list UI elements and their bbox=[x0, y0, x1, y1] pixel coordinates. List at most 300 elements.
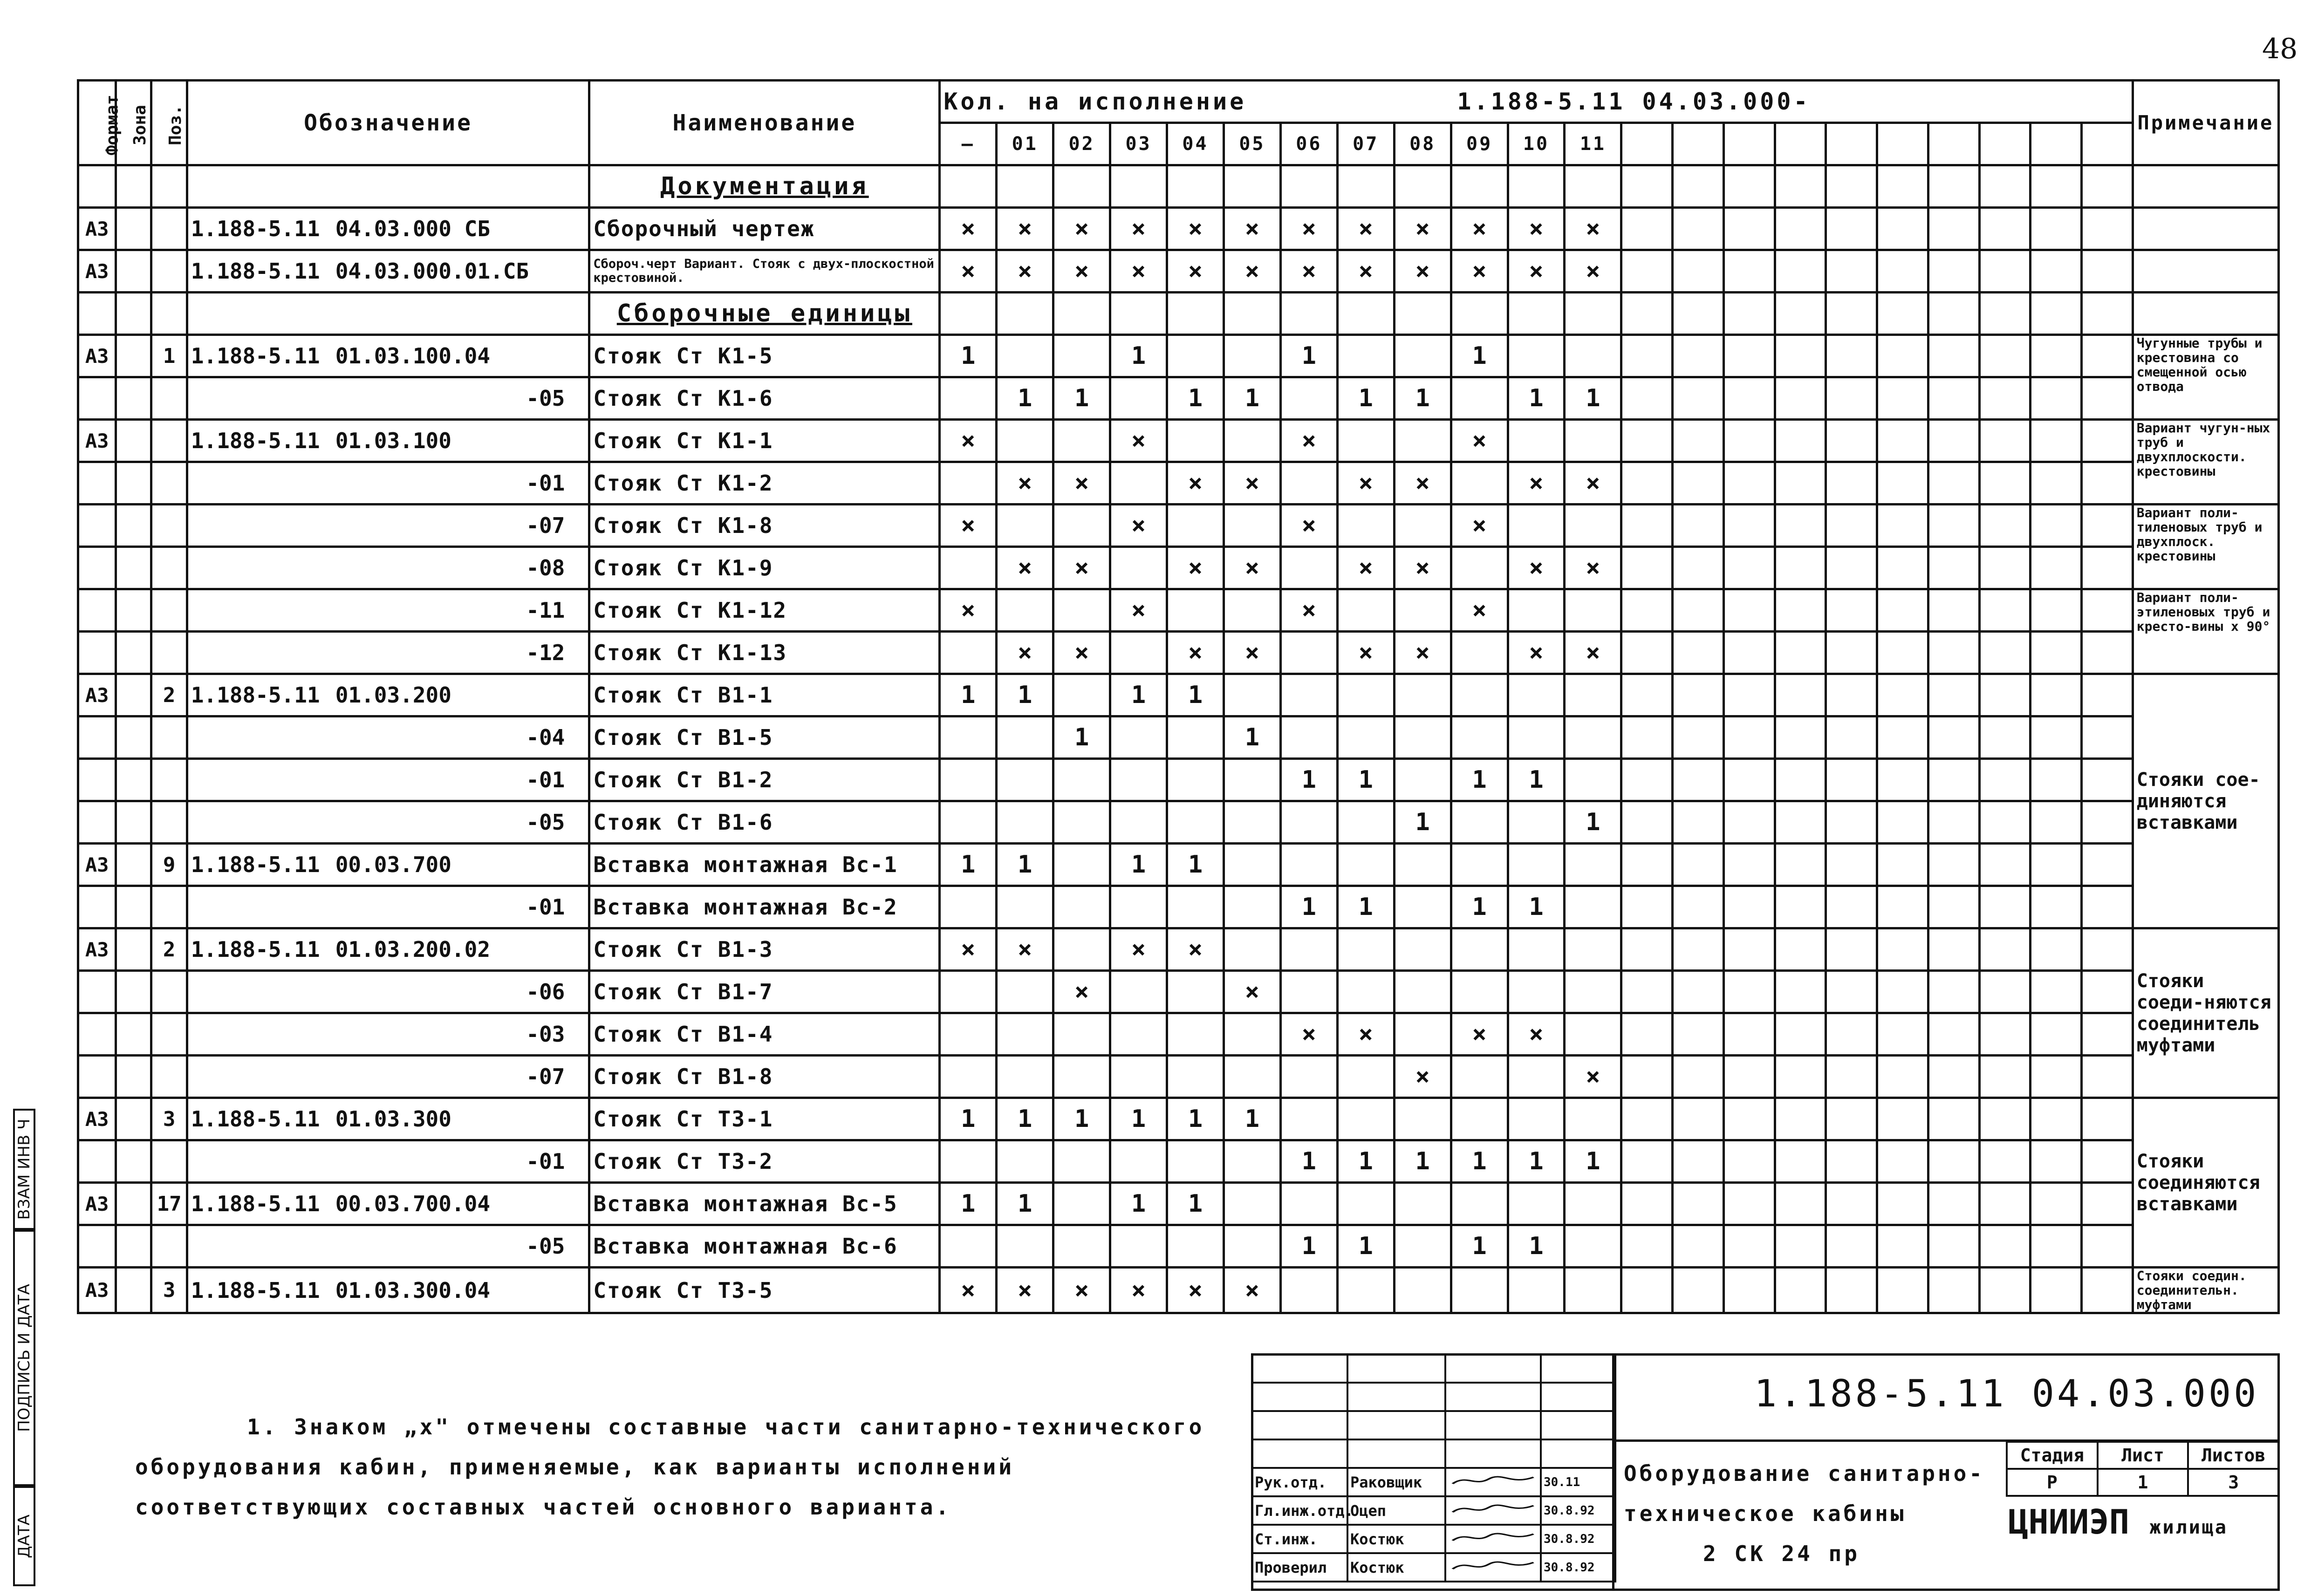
document-name-line: Оборудование санитарно- bbox=[1624, 1461, 1985, 1486]
quantity-mark bbox=[997, 801, 1053, 844]
designation-cell bbox=[187, 420, 589, 462]
empty-cell bbox=[1775, 293, 1826, 335]
empty-cell bbox=[1775, 971, 1826, 1013]
empty-cell bbox=[2031, 250, 2082, 293]
variant-header-empty bbox=[1673, 123, 1724, 165]
margin-inventory-box bbox=[13, 1109, 35, 1230]
empty-cell bbox=[1252, 1383, 1347, 1411]
quantity-mark: 1 bbox=[1280, 759, 1337, 801]
empty-cell bbox=[1979, 250, 2031, 293]
empty-cell bbox=[1541, 1439, 1615, 1468]
empty-cell bbox=[1252, 1439, 1347, 1468]
designation-cell bbox=[187, 208, 589, 250]
quantity-mark bbox=[940, 971, 997, 1013]
empty-cell bbox=[1775, 844, 1826, 886]
empty-cell bbox=[1928, 716, 1979, 759]
empty-cell bbox=[1621, 971, 1673, 1013]
empty-cell bbox=[2082, 928, 2133, 971]
quantity-mark: × bbox=[1053, 250, 1110, 293]
empty-cell bbox=[1775, 1140, 1826, 1183]
table-row bbox=[78, 716, 2279, 759]
format-cell: А3 bbox=[78, 420, 116, 462]
quantity-mark bbox=[997, 1140, 1053, 1183]
empty-cell bbox=[78, 293, 116, 335]
empty-cell bbox=[1723, 462, 1775, 505]
quantity-mark: 1 bbox=[1394, 801, 1451, 844]
name-cell: Стояк Ст В1-6 bbox=[589, 801, 940, 844]
designation-number: 01.03.300 bbox=[335, 1106, 451, 1132]
empty-cell bbox=[1621, 716, 1673, 759]
designation-suffix: -05 bbox=[187, 801, 589, 844]
designation-cell bbox=[187, 1183, 589, 1225]
position-cell bbox=[151, 971, 187, 1013]
quantity-mark bbox=[1565, 844, 1621, 886]
designation-cell bbox=[187, 844, 589, 886]
quantity-mark bbox=[1394, 1013, 1451, 1056]
organization-name: ЦНИИЭП bbox=[2008, 1502, 2130, 1541]
quantity-mark: 1 bbox=[1451, 1140, 1508, 1183]
quantity-mark: 1 bbox=[1337, 759, 1394, 801]
quantity-mark bbox=[1565, 1225, 1621, 1268]
quantity-mark bbox=[997, 716, 1053, 759]
empty-cell bbox=[2031, 928, 2082, 971]
signature-table bbox=[1251, 1353, 1616, 1582]
empty-cell bbox=[1877, 420, 1928, 462]
quantity-mark: × bbox=[1565, 208, 1621, 250]
empty-cell bbox=[1979, 165, 2031, 208]
empty-cell bbox=[2031, 1140, 2082, 1183]
empty-cell bbox=[1928, 1098, 1979, 1140]
quantity-mark bbox=[1394, 674, 1451, 716]
empty-cell bbox=[1723, 547, 1775, 589]
empty-cell bbox=[1673, 1013, 1724, 1056]
quantity-mark: 1 bbox=[1337, 377, 1394, 420]
empty-cell bbox=[2031, 420, 2082, 462]
empty-cell bbox=[1723, 208, 1775, 250]
empty-cell bbox=[1673, 589, 1724, 632]
quantity-mark: × bbox=[1337, 250, 1394, 293]
empty-cell bbox=[1673, 971, 1724, 1013]
empty-cell bbox=[1053, 165, 1110, 208]
quantity-mark bbox=[1565, 335, 1621, 377]
empty-cell bbox=[940, 165, 997, 208]
empty-cell bbox=[1723, 377, 1775, 420]
empty-cell bbox=[1673, 293, 1724, 335]
quantity-mark bbox=[1394, 844, 1451, 886]
quantity-mark: × bbox=[1394, 250, 1451, 293]
empty-cell bbox=[1826, 293, 1877, 335]
quantity-mark: × bbox=[940, 589, 997, 632]
quantity-mark: × bbox=[1110, 928, 1167, 971]
empty-cell bbox=[1337, 293, 1394, 335]
empty-cell bbox=[1826, 377, 1877, 420]
empty-cell bbox=[1775, 1013, 1826, 1056]
quantity-mark: × bbox=[1508, 462, 1565, 505]
quantity-mark bbox=[1053, 335, 1110, 377]
quantity-mark: × bbox=[1224, 1268, 1280, 1313]
empty-cell bbox=[1979, 462, 2031, 505]
empty-cell bbox=[78, 165, 116, 208]
quantity-mark: 1 bbox=[1110, 1098, 1167, 1140]
empty-cell bbox=[1621, 335, 1673, 377]
empty-cell bbox=[2031, 1056, 2082, 1098]
empty-cell bbox=[1826, 165, 1877, 208]
designation-series: 1.188-5.11 bbox=[191, 1277, 320, 1303]
empty-cell bbox=[1673, 505, 1724, 547]
empty-cell bbox=[1621, 1268, 1673, 1313]
quantity-mark bbox=[1508, 844, 1565, 886]
quantity-mark bbox=[1394, 1098, 1451, 1140]
handwritten-signature-icon bbox=[1448, 1502, 1538, 1516]
quantity-mark: 1 bbox=[1167, 674, 1224, 716]
table-row bbox=[78, 801, 2279, 844]
signature-name: Раковщик bbox=[1347, 1468, 1445, 1496]
signature-role: Гл.инж.отд. bbox=[1252, 1496, 1347, 1525]
empty-cell bbox=[2082, 1013, 2133, 1056]
designation-series: 1.188-5.11 bbox=[191, 428, 320, 453]
designation-suffix: -03 bbox=[187, 1013, 589, 1056]
empty-cell bbox=[1621, 547, 1673, 589]
section-row bbox=[78, 165, 2279, 208]
format-cell: А3 bbox=[78, 250, 116, 293]
empty-cell bbox=[2031, 1183, 2082, 1225]
quantity-mark bbox=[1280, 928, 1337, 971]
quantity-mark bbox=[1337, 928, 1394, 971]
name-cell: Стояк Ст К1-8 bbox=[589, 505, 940, 547]
name-cell: Стояк Ст Т3-5 bbox=[589, 1268, 940, 1313]
name-cell: Стояк Ст В1-3 bbox=[589, 928, 940, 971]
empty-cell bbox=[2031, 208, 2082, 250]
empty-cell bbox=[2082, 1140, 2133, 1183]
name-cell: Вставка монтажная Вс-1 bbox=[589, 844, 940, 886]
quantity-mark: × bbox=[1053, 208, 1110, 250]
zone-cell bbox=[116, 208, 151, 250]
note-cell: Стояки соедин. соединительн. муфтами bbox=[2133, 1268, 2278, 1313]
quantity-mark: × bbox=[1224, 250, 1280, 293]
header-qty-title: Кол. на исполнение bbox=[944, 88, 1247, 115]
empty-cell bbox=[1673, 208, 1724, 250]
empty-cell bbox=[2082, 208, 2133, 250]
quantity-mark: × bbox=[1053, 547, 1110, 589]
quantity-mark bbox=[1224, 420, 1280, 462]
zone-cell bbox=[116, 886, 151, 928]
quantity-mark: 1 bbox=[1110, 1183, 1167, 1225]
empty-cell bbox=[1928, 674, 1979, 716]
quantity-mark: × bbox=[997, 547, 1053, 589]
quantity-mark bbox=[1451, 801, 1508, 844]
zone-cell bbox=[116, 1056, 151, 1098]
quantity-mark: × bbox=[1394, 462, 1451, 505]
empty-cell bbox=[1775, 1098, 1826, 1140]
quantity-mark bbox=[1280, 801, 1337, 844]
zone-cell bbox=[116, 632, 151, 674]
quantity-mark: × bbox=[1280, 589, 1337, 632]
name-cell: Стояк Ст В1-4 bbox=[589, 1013, 940, 1056]
quantity-mark bbox=[1565, 1098, 1621, 1140]
quantity-mark bbox=[1224, 674, 1280, 716]
quantity-mark bbox=[1394, 1225, 1451, 1268]
empty-cell bbox=[2031, 674, 2082, 716]
format-cell bbox=[78, 1225, 116, 1268]
table-row bbox=[78, 420, 2279, 462]
position-cell bbox=[151, 462, 187, 505]
quantity-mark bbox=[1451, 971, 1508, 1013]
quantity-mark bbox=[1508, 589, 1565, 632]
quantity-mark: × bbox=[1110, 589, 1167, 632]
empty-cell bbox=[1826, 1098, 1877, 1140]
empty-cell bbox=[1723, 1098, 1775, 1140]
quantity-mark bbox=[1451, 1183, 1508, 1225]
quantity-mark: × bbox=[940, 208, 997, 250]
empty-cell bbox=[1826, 250, 1877, 293]
quantity-mark: 1 bbox=[1053, 377, 1110, 420]
quantity-mark: × bbox=[1224, 547, 1280, 589]
quantity-mark: 1 bbox=[1280, 1140, 1337, 1183]
empty-cell bbox=[1826, 462, 1877, 505]
empty-cell bbox=[1979, 1056, 2031, 1098]
quantity-mark bbox=[1167, 886, 1224, 928]
table-row bbox=[78, 462, 2279, 505]
quantity-mark bbox=[1394, 505, 1451, 547]
empty-cell bbox=[1979, 1098, 2031, 1140]
header-name: Наименование bbox=[589, 81, 940, 165]
empty-cell bbox=[1775, 1268, 1826, 1313]
empty-cell bbox=[1673, 928, 1724, 971]
position-cell bbox=[151, 759, 187, 801]
quantity-mark bbox=[1167, 1225, 1224, 1268]
empty-note-cell bbox=[2133, 208, 2278, 250]
empty-cell bbox=[1775, 886, 1826, 928]
empty-cell bbox=[1928, 589, 1979, 632]
empty-cell bbox=[1621, 801, 1673, 844]
quantity-mark: × bbox=[1280, 505, 1337, 547]
empty-cell bbox=[1877, 377, 1928, 420]
quantity-mark bbox=[1110, 971, 1167, 1013]
empty-cell bbox=[1928, 971, 1979, 1013]
empty-cell bbox=[1280, 293, 1337, 335]
quantity-mark: 1 bbox=[1508, 377, 1565, 420]
empty-cell bbox=[1723, 801, 1775, 844]
quantity-mark: × bbox=[997, 632, 1053, 674]
empty-cell bbox=[1928, 928, 1979, 971]
table-row bbox=[78, 1225, 2279, 1268]
document-name-line: 2 СК 24 пр bbox=[1703, 1541, 1860, 1566]
empty-cell bbox=[1826, 589, 1877, 632]
quantity-mark bbox=[997, 589, 1053, 632]
position-cell bbox=[151, 589, 187, 632]
margin-signature-label: ПОДПИСЬ И ДАТА bbox=[15, 1284, 34, 1432]
quantity-mark bbox=[1053, 886, 1110, 928]
empty-cell bbox=[1928, 632, 1979, 674]
empty-cell bbox=[2082, 886, 2133, 928]
empty-cell bbox=[2031, 716, 2082, 759]
signature-row-empty bbox=[1252, 1411, 1615, 1439]
empty-cell bbox=[1723, 505, 1775, 547]
section-title: Документация bbox=[589, 165, 940, 208]
empty-cell bbox=[1979, 632, 2031, 674]
quantity-mark: × bbox=[1337, 1013, 1394, 1056]
quantity-mark bbox=[1508, 1183, 1565, 1225]
quantity-mark bbox=[940, 547, 997, 589]
sheets-value: 3 bbox=[2188, 1469, 2279, 1496]
quantity-mark: × bbox=[1337, 547, 1394, 589]
quantity-mark bbox=[1167, 1056, 1224, 1098]
designation-suffix: -01 bbox=[187, 759, 589, 801]
empty-cell bbox=[1621, 1056, 1673, 1098]
empty-cell bbox=[1979, 547, 2031, 589]
quantity-mark bbox=[1053, 759, 1110, 801]
quantity-mark bbox=[1167, 971, 1224, 1013]
empty-cell bbox=[1928, 547, 1979, 589]
quantity-mark bbox=[1565, 420, 1621, 462]
empty-cell bbox=[1877, 335, 1928, 377]
note-line: соответствующих составных частей основного варианта. bbox=[135, 1494, 952, 1520]
quantity-mark bbox=[1394, 971, 1451, 1013]
table-row bbox=[78, 632, 2279, 674]
empty-cell bbox=[2082, 505, 2133, 547]
quantity-mark: × bbox=[940, 250, 997, 293]
empty-cell bbox=[2082, 420, 2133, 462]
empty-cell bbox=[2082, 589, 2133, 632]
quantity-mark: × bbox=[1565, 462, 1621, 505]
empty-cell bbox=[1979, 928, 2031, 971]
quantity-mark: 1 bbox=[1337, 1140, 1394, 1183]
empty-cell bbox=[1928, 844, 1979, 886]
empty-cell bbox=[1877, 165, 1928, 208]
empty-cell bbox=[1673, 1056, 1724, 1098]
quantity-mark bbox=[1337, 420, 1394, 462]
name-cell: Сборочный чертеж bbox=[589, 208, 940, 250]
empty-cell bbox=[1621, 674, 1673, 716]
table-row bbox=[78, 674, 2279, 716]
empty-cell bbox=[1621, 844, 1673, 886]
position-cell bbox=[151, 632, 187, 674]
empty-cell bbox=[1775, 1225, 1826, 1268]
position-cell bbox=[151, 250, 187, 293]
title-block bbox=[1251, 1353, 2280, 1591]
quantity-mark bbox=[1337, 971, 1394, 1013]
designation-suffix: -05 bbox=[187, 1225, 589, 1268]
empty-cell bbox=[1723, 1183, 1775, 1225]
empty-cell bbox=[1621, 1225, 1673, 1268]
empty-cell bbox=[1826, 547, 1877, 589]
empty-cell bbox=[1723, 632, 1775, 674]
quantity-mark bbox=[1337, 1183, 1394, 1225]
empty-cell bbox=[1775, 1056, 1826, 1098]
signature-date: 30.8.92 bbox=[1541, 1553, 1615, 1582]
quantity-mark: × bbox=[1167, 208, 1224, 250]
quantity-mark bbox=[997, 420, 1053, 462]
quantity-mark: × bbox=[1053, 462, 1110, 505]
quantity-mark bbox=[1565, 759, 1621, 801]
quantity-mark: 1 bbox=[997, 1098, 1053, 1140]
position-cell: 9 bbox=[151, 844, 187, 886]
quantity-mark bbox=[1280, 971, 1337, 1013]
empty-cell bbox=[1928, 1268, 1979, 1313]
empty-cell bbox=[2031, 801, 2082, 844]
quantity-mark bbox=[1451, 1268, 1508, 1313]
quantity-mark: × bbox=[940, 928, 997, 971]
designation-number: 00.03.700 bbox=[335, 852, 451, 877]
empty-cell bbox=[1673, 547, 1724, 589]
empty-cell bbox=[1621, 928, 1673, 971]
quantity-mark bbox=[1167, 420, 1224, 462]
empty-cell bbox=[2031, 377, 2082, 420]
table-row bbox=[78, 886, 2279, 928]
quantity-mark bbox=[1337, 1268, 1394, 1313]
quantity-mark: 1 bbox=[1224, 377, 1280, 420]
table-row bbox=[78, 589, 2279, 632]
empty-cell bbox=[1877, 1098, 1928, 1140]
quantity-mark bbox=[1280, 377, 1337, 420]
quantity-mark: 1 bbox=[1167, 377, 1224, 420]
signature-cell bbox=[1445, 1496, 1541, 1525]
empty-cell bbox=[1673, 335, 1724, 377]
quantity-mark bbox=[1451, 716, 1508, 759]
quantity-mark bbox=[1224, 1183, 1280, 1225]
empty-cell bbox=[1928, 462, 1979, 505]
empty-cell bbox=[1826, 928, 1877, 971]
quantity-mark bbox=[1280, 632, 1337, 674]
variant-header: 08 bbox=[1394, 123, 1451, 165]
signature-date: 30.8.92 bbox=[1541, 1496, 1615, 1525]
quantity-mark bbox=[940, 801, 997, 844]
empty-cell bbox=[1979, 759, 2031, 801]
position-cell: 2 bbox=[151, 674, 187, 716]
quantity-mark bbox=[1053, 844, 1110, 886]
empty-cell bbox=[1775, 928, 1826, 971]
signature-row bbox=[1252, 1553, 1615, 1582]
zone-cell bbox=[116, 589, 151, 632]
empty-cell bbox=[1775, 801, 1826, 844]
variant-header-empty bbox=[1826, 123, 1877, 165]
note-cell: Вариант поли-этиленовых труб и кресто-вины х 90° bbox=[2133, 589, 2278, 674]
quantity-mark bbox=[1053, 420, 1110, 462]
empty-cell bbox=[116, 165, 151, 208]
zone-cell bbox=[116, 1183, 151, 1225]
signature-row-empty bbox=[1252, 1439, 1615, 1468]
quantity-mark bbox=[1394, 886, 1451, 928]
empty-cell bbox=[1621, 1183, 1673, 1225]
quantity-mark: × bbox=[1451, 250, 1508, 293]
quantity-mark bbox=[1110, 1225, 1167, 1268]
quantity-mark: 1 bbox=[940, 335, 997, 377]
format-cell bbox=[78, 505, 116, 547]
quantity-mark bbox=[1280, 1268, 1337, 1313]
designation-cell bbox=[187, 250, 589, 293]
empty-cell bbox=[2082, 759, 2133, 801]
format-cell bbox=[78, 547, 116, 589]
zone-cell bbox=[116, 1268, 151, 1313]
quantity-mark bbox=[1394, 716, 1451, 759]
header-position: Поз. bbox=[151, 81, 187, 165]
empty-cell bbox=[1723, 250, 1775, 293]
position-cell bbox=[151, 420, 187, 462]
format-cell bbox=[78, 632, 116, 674]
empty-cell bbox=[1928, 801, 1979, 844]
variant-header-empty bbox=[1877, 123, 1928, 165]
name-cell: Стояк Ст В1-5 bbox=[589, 716, 940, 759]
empty-note-cell bbox=[2133, 165, 2278, 208]
empty-cell bbox=[1979, 505, 2031, 547]
empty-cell bbox=[2082, 377, 2133, 420]
empty-cell bbox=[1979, 1140, 2031, 1183]
empty-cell bbox=[1252, 1354, 1347, 1383]
quantity-mark: × bbox=[1167, 547, 1224, 589]
empty-cell bbox=[1775, 632, 1826, 674]
quantity-mark bbox=[940, 759, 997, 801]
empty-cell bbox=[2082, 1268, 2133, 1313]
